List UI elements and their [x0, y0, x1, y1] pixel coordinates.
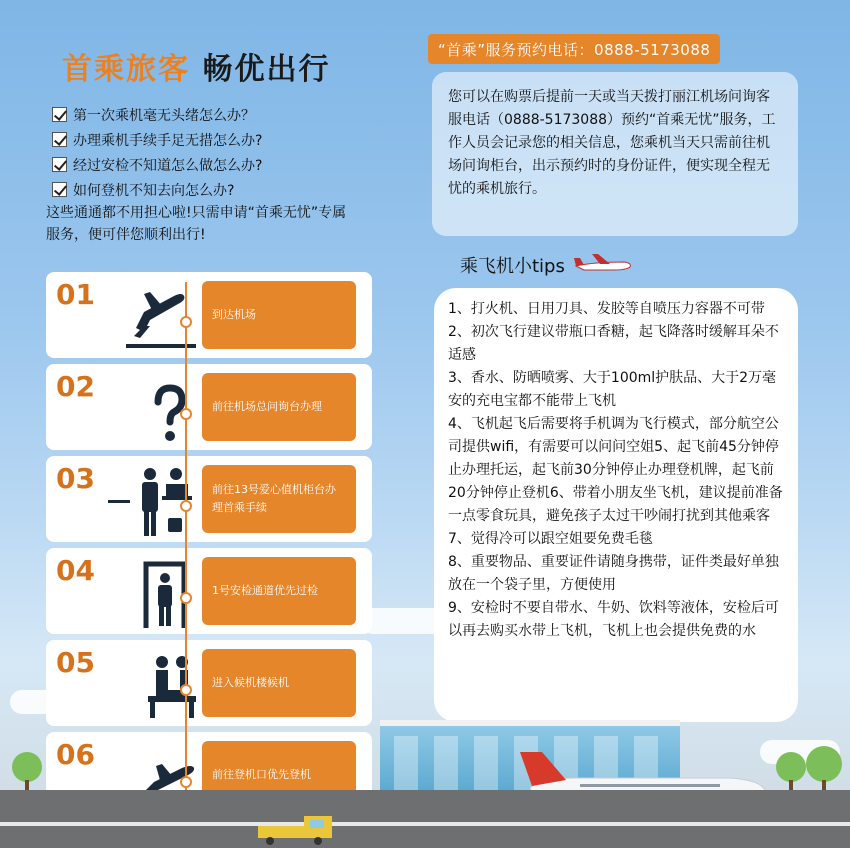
checkbox-checked-icon	[52, 157, 67, 172]
small-plane-icon	[574, 252, 634, 276]
runway-ground	[0, 790, 850, 848]
page-title	[62, 44, 330, 88]
tips-card	[434, 288, 798, 722]
step-number: 04	[56, 554, 95, 587]
tip-item: 3、香水、防晒喷雾、大于100ml护肤品、大于2万毫安的充电宝都不能带上飞机	[448, 370, 777, 409]
tip-item: 4、飞机起飞后需要将手机调为飞行模式，部分航空公司提供wifi，有需要可以问问空姐5、起飞前45分钟停止办理托运，起飞前30分钟停止办理登机牌，起飞前20分钟停止登机6、带着小朋友坐飞机，建议提前准备一点零食玩具，避免孩子太过干吵闹打扰到其他乘客	[448, 416, 783, 524]
tips-title	[460, 252, 565, 278]
checklist-item-label: 第一次乘机毫无头绪怎么办？	[73, 107, 255, 124]
checklist-item	[52, 177, 262, 202]
step-number: 01	[56, 278, 95, 311]
steps-panel	[46, 272, 372, 818]
step-card	[46, 640, 372, 726]
title-highlight: 首乘旅客	[62, 52, 190, 87]
tip-item: 2、初次飞行建议带瓶口香糖，起飞降落时缓解耳朵不适感	[448, 324, 779, 363]
checklist-item-label: 办理乘机手续手足无措怎么办?	[73, 132, 263, 149]
tree-decoration	[776, 752, 806, 782]
checklist-item	[52, 127, 262, 152]
step-number: 06	[56, 738, 95, 771]
timeline-dot	[180, 408, 192, 420]
step-card	[46, 272, 372, 358]
info-card: 您可以在购票后提前一天或当天拨打丽江机场问询客服电话（0888-5173088）预约“首乘无忧”服务，工作人员会记录您的相关信息，您乘机当天只需前往机场问询柜台，出示预约时的身份证件，便实现全程无忧的乘机旅行。	[432, 72, 798, 236]
checklist-item-label: 如何登机不知去向怎么办?	[73, 182, 235, 199]
timeline-line	[185, 282, 187, 802]
baggage-truck-illustration	[258, 814, 338, 846]
timeline-dot	[180, 500, 192, 512]
timeline-dot	[180, 684, 192, 696]
step-description: 到达机场	[202, 281, 356, 349]
step-description: 进入候机楼候机	[202, 649, 356, 717]
timeline-dot	[180, 316, 192, 328]
tree-decoration	[806, 746, 842, 782]
checklist-item	[52, 102, 262, 127]
checkbox-checked-icon	[52, 132, 67, 147]
step-description: 前往13号爱心值机柜台办理首乘手续	[202, 465, 356, 533]
runway-marking	[0, 822, 850, 826]
checklist-item	[52, 152, 262, 177]
tip-item: 1、打火机、日用刀具、发胶等自喷压力容器不可带	[448, 301, 765, 317]
title-rest: 畅优出行	[202, 52, 331, 87]
step-description: 前往登机口优先登机	[202, 741, 356, 809]
step-card	[46, 548, 372, 634]
phone-label: “首乘”服务预约电话：0888-5173088	[428, 34, 720, 64]
step-card	[46, 456, 372, 542]
step-number: 03	[56, 462, 95, 495]
tip-item: 7、觉得冷可以跟空姐要免费毛毯	[448, 531, 653, 547]
step-number: 05	[56, 646, 95, 679]
step-description: 前往机场总问询台办理	[202, 373, 356, 441]
step-number: 02	[56, 370, 95, 403]
question-checklist	[52, 102, 262, 202]
tree-decoration	[12, 752, 42, 782]
timeline-dot	[180, 776, 192, 788]
intro-text: 这些通通都不用担心啦!只需申请“首乘无忧”专属服务，便可伴您顺利出行!	[46, 205, 347, 243]
checkbox-checked-icon	[52, 107, 67, 122]
tip-item: 8、重要物品、重要证件请随身携带，证件类最好单独放在一个袋子里，方便使用	[448, 554, 779, 593]
tips-title-label: 乘飞机小tips	[460, 256, 565, 277]
step-card	[46, 364, 372, 450]
tip-item: 9、安检时不要自带水、牛奶、饮料等液体，安检后可以再去购买水带上飞机，飞机上也会提供免费的水	[448, 600, 779, 639]
step-description: 1号安检通道优先过检	[202, 557, 356, 625]
checklist-item-label: 经过安检不知道怎么做怎么办?	[73, 157, 263, 174]
timeline-dot	[180, 592, 192, 604]
checkbox-checked-icon	[52, 182, 67, 197]
